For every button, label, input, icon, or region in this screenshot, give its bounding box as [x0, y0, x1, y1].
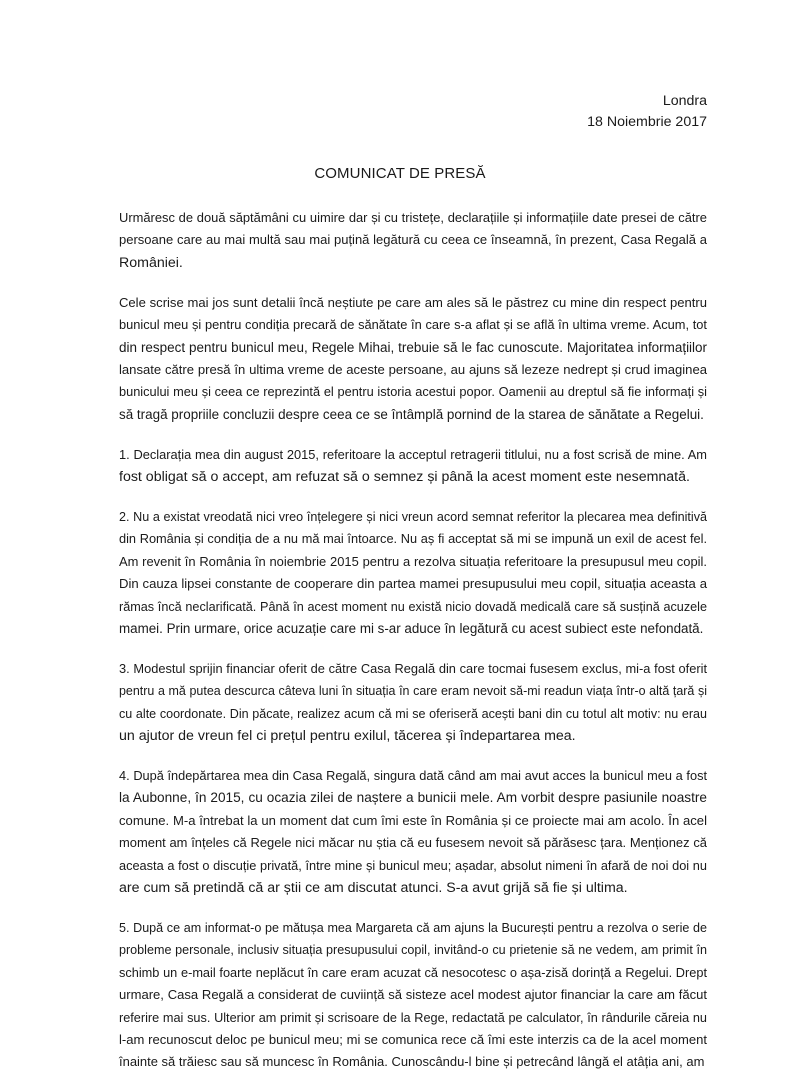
document-title: COMUNICAT DE PRESĂ [314, 165, 486, 182]
letter-header [587, 91, 707, 133]
paragraph-line: 3. Modestul sprijin financiar oferit de către Casa Regală din care tocmai fusesem exclus, mi-a fost oferit [119, 660, 707, 676]
paragraph-line: 5. După ce am informat-o pe mătușa mea Margareta că am ajuns la București pentru a rezolva o serie de [119, 920, 707, 935]
paragraph-line: pentru a mă putea descurca câteva luni în situația în care eram nevoit să-mi readun viața într-o altă țară și [119, 684, 707, 699]
paragraph-line: referire mai sus. Ulterior am primit și scrisoare de la Rege, redactată pe calculator, în rândurile căreia nu [119, 1010, 707, 1025]
document-body [119, 207, 707, 1091]
paragraph-line: persoane care au mai multă sau mai puțină legătură cu ceea ce înseamnă, în prezent, Casa Regală a [119, 232, 707, 248]
paragraph-line: schimb un e-mail foarte neplăcut în care eram acuzat că nesocotesc o așa-zisă dorință a Regelui. Drept [119, 964, 707, 980]
paragraph-line: lansate către presă în ultima vreme de aceste persoane, au ajuns să lezeze nedrept și crud imaginea [119, 361, 707, 377]
paragraph-line: fost obligat să o accept, am refuzat să o semnez și până la acest moment este nesemnată. [119, 469, 690, 486]
paragraph-2 [119, 292, 707, 426]
paragraph-line: moment am înțeles că Regele nici măcar nu știa că eu fusesem nevoit să părăsesc țara. Menționez că [119, 835, 707, 851]
paragraph-6 [119, 765, 707, 899]
paragraph-line: mamei. Prin urmare, orice acuzație care mi s-ar aduce în legătură cu acest subiect este nefondată. [119, 621, 704, 636]
paragraph-line: aceasta a fost o discuție privată, între mine și bunicul meu; așadar, absolut nimeni în afară de noi doi nu [119, 857, 707, 873]
header-date: 18 Noiembrie 2017 [587, 114, 707, 130]
paragraph-line: 2. Nu a existat vreodată nici vreo înțelegere și nici vreun acord semnat referitor la plecarea mea definitivă [119, 509, 707, 524]
paragraph-1 [119, 207, 707, 274]
paragraph-4 [119, 506, 707, 640]
paragraph-line: să tragă propriile concluzii despre ceea ce se întâmplă pornind de la starea de sănătate a Regelui. [119, 406, 704, 422]
paragraph-line: 1. Declarația mea din august 2015, referitoare la acceptul retragerii titlului, nu a fost scrisă de mine. Am [119, 446, 707, 462]
paragraph-line: României. [119, 254, 183, 271]
paragraph-line: Cele scrise mai jos sunt detalii încă neștiute pe care am ales să le păstrez cu mine din respect pentru [119, 294, 707, 310]
paragraph-7 [119, 917, 707, 1074]
paragraph-line: are cum să pretindă că ar știi ce am discutat atunci. S-a avut grijă să fie și ultima. [119, 880, 628, 897]
paragraph-line: Din cauza lipsei constante de cooperare din partea mamei presupusului meu copil, situația aceasta a [119, 576, 707, 592]
paragraph-line: bunicul meu și pentru condiția precară de sănătate în care s-a aflat și se află în ultima vreme. Acum, tot [119, 317, 707, 333]
paragraph-line: bunicului meu și ceea ce reprezintă el pentru istoria acestui popor. Oamenii au dreptul să fie informați și [119, 384, 707, 400]
paragraph-line: din respect pentru bunicul meu, Regele Mihai, trebuie să le fac cunoscute. Majoritatea informațiilor [119, 339, 707, 355]
paragraph-line: din România și condiția de a nu mă mai întoarce. Nu aș fi acceptat să mi se impună un exil de acest fel. [119, 531, 707, 547]
header-city: Londra [662, 93, 707, 109]
paragraph-line: înainte să trăiesc sau să muncesc în România. Cunoscându-l bine și petrecând lângă el atâția ani, am [119, 1054, 705, 1070]
paragraph-line: probleme personale, inclusiv situația presupusului copil, invitând-o cu prietenie să ne vedem, am primit în [119, 943, 707, 958]
paragraph-line: un ajutor de vreun fel ci prețul pentru exilul, tăcerea și îndepartarea mea. [119, 728, 576, 745]
paragraph-line: urmare, Casa Regală a considerat de cuviință să sisteze acel modest ajutor financiar la care am făcut [119, 987, 707, 1003]
paragraph-line: la Aubonne, în 2015, cu ocazia zilei de naștere a bunicii mele. Am vorbit despre pasiunile noastre [119, 790, 707, 806]
paragraph-line: Am revenit în România în noiembrie 2015 pentru a rezolva situația referitoare la presupusul meu copil. [119, 553, 707, 569]
paragraph-line: Urmăresc de două săptămâni cu uimire dar și cu tristețe, declarațiile și informațiile date presei de către [119, 210, 707, 225]
paragraph-line: cu alte coordonate. Din păcate, realizez acum că mi se oferiseră acești bani din cu totul alt motiv: nu erau [119, 706, 707, 721]
paragraph-line: l-am recunoscut deloc pe bunicul meu; mi se comunica rece că îmi este interzis ca de la acel moment [119, 1032, 707, 1047]
paragraph-5 [119, 658, 707, 748]
paragraph-line: comune. M-a întrebat la un moment dat cum îmi este în România și ce proiecte mai am acolo. În acel [119, 812, 707, 828]
paragraph-3 [119, 444, 707, 489]
paragraph-line: rămas încă neclarificată. Până în acest moment nu există nicio dovadă medicală care să susțină acuzele [119, 599, 707, 614]
paragraph-line: 4. După îndepărtarea mea din Casa Regală, singura dată când am mai avut acces la bunicul meu a fost [119, 768, 707, 784]
